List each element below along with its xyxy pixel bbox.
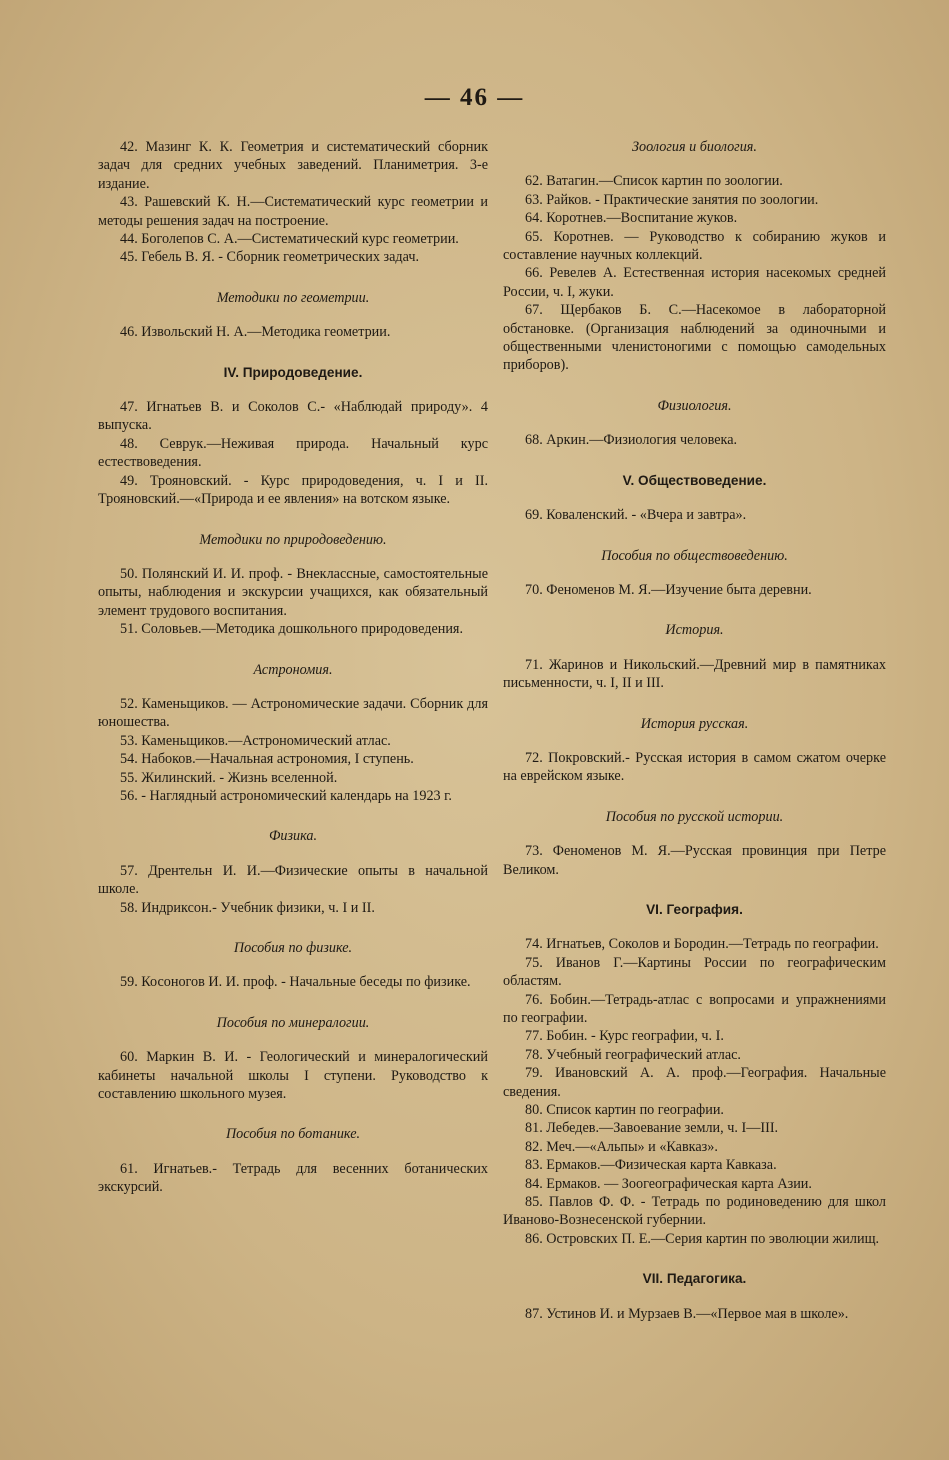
bibliography-entry: 75. Иванов Г.—Картины России по географическим областям.: [503, 954, 886, 990]
bibliography-entry: 66. Ревелев А. Естественная история насекомых средней России, ч. I, жуки.: [503, 265, 886, 300]
bibliography-entry: 85. Павлов Ф. Ф. - Тетрадь по родиноведению для школ Иваново-Вознесенской губернии.: [503, 1194, 886, 1229]
subsection-heading: Пособия по минералогии.: [216, 1014, 370, 1031]
bibliography-entry: 63. Райков. - Практические занятия по зоологии.: [525, 191, 819, 208]
bibliography-entry: 74. Игнатьев, Соколов и Бородин.—Тетрадь по географии.: [525, 936, 879, 953]
subsection-heading: Пособия по ботанике.: [225, 1126, 361, 1143]
bibliography-entry: 82. Меч.—«Альпы» и «Кавказ».: [525, 1138, 718, 1155]
subsection-heading: Пособия по русской истории.: [605, 808, 784, 825]
bibliography-entry: 69. Коваленский. - «Вчера и завтра».: [525, 507, 747, 524]
bibliography-entry: 48. Севрук.—Неживая природа. Начальный курс естествоведения.: [98, 435, 488, 471]
page-number: — 46 —: [424, 84, 525, 111]
bibliography-entry: 70. Феноменов М. Я.—Изучение быта деревни.: [525, 581, 812, 598]
section-heading: V. Обществоведение.: [622, 472, 767, 488]
subsection-heading: Зоология и биология.: [632, 139, 757, 155]
bibliography-entry: 67. Щербаков Б. С.—Насекомое в лабораторной обстановке. (Организация наблюдений за одиночными и общественными членистоногими с помощью самодельных приборов).: [503, 302, 886, 374]
bibliography-entry: 47. Игнатьев В. и Соколов С.- «Наблюдай природу». 4 выпуска.: [98, 399, 488, 434]
bibliography-entry: 49. Трояновский. - Курс природоведения, ч. I и II. Трояновский.—«Природа и ее явления» на вотском языке.: [98, 472, 488, 508]
bibliography-entry: 42. Мазинг К. К. Геометрия и систематический сборник задач для средних учебных заведений. Планиметрия. 3-е издание.: [98, 139, 488, 192]
bibliography-entry: 78. Учебный географический атлас.: [525, 1046, 741, 1063]
bibliography-entry: 50. Полянский И. И. проф. - Внеклассные, самостоятельные опыты, наблюдения и экскурсии учащихся, как обязательный элемент трудового воспитания.: [98, 565, 488, 619]
bibliography-entry: 86. Островских П. Е.—Серия картин по эволюции жилищ.: [525, 1230, 880, 1247]
bibliography-entry: 79. Ивановский А. А. проф.—География. Начальные сведения.: [503, 1065, 886, 1100]
left-column: [98, 138, 488, 1197]
bibliography-entry: 61. Игнатьев.- Тетрадь для весенних ботанических экскурсий.: [98, 1160, 488, 1196]
subsection-heading: Пособия по физике.: [233, 940, 353, 956]
subsection-heading: Астрономия.: [253, 661, 333, 678]
bibliography-entry: 59. Косоногов И. И. проф. - Начальные беседы по физике.: [120, 974, 471, 991]
bibliography-entry: 52. Каменьщиков. — Астрономические задачи. Сборник для юношества.: [98, 695, 488, 731]
bibliography-entry: 55. Жилинский. - Жизнь вселенной.: [120, 769, 338, 786]
bibliography-entry: 56. - Наглядный астрономический календарь на 1923 г.: [120, 787, 452, 804]
section-heading: VI. География.: [646, 901, 743, 917]
bibliography-entry: 77. Бобин. - Курс географии, ч. I.: [525, 1028, 724, 1045]
bibliography-entry: 58. Индриксон.- Учебник физики, ч. I и II.: [120, 899, 375, 916]
bibliography-entry: 51. Соловьев.—Методика дошкольного природоведения.: [120, 621, 464, 638]
bibliography-entry: 64. Коротнев.—Воспитание жуков.: [525, 210, 738, 227]
bibliography-entry: 72. Покровский.- Русская история в самом сжатом очерке на еврейском языке.: [503, 749, 886, 785]
subsection-heading: Методики по геометрии.: [216, 289, 370, 306]
subsection-heading: Физиология.: [657, 397, 732, 414]
bibliography-entry: 80. Список картин по географии.: [525, 1102, 724, 1119]
bibliography-entry: 62. Ватагин.—Список картин по зоологии.: [525, 173, 783, 190]
bibliography-entry: 53. Каменьщиков.—Астрономический атлас.: [120, 732, 391, 749]
bibliography-entry: 44. Боголепов С. А.—Систематический курс геометрии.: [120, 231, 459, 248]
subsection-heading: Методики по природоведению.: [199, 531, 387, 548]
subsection-heading: История русская.: [640, 715, 749, 732]
bibliography-entry: 71. Жаринов и Никольский.—Древний мир в памятниках письменности, ч. I, II и III.: [503, 656, 886, 692]
bibliography-entry: 65. Коротнев. — Руководство к собиранию жуков и составление научных коллекций.: [503, 228, 886, 264]
bibliography-entry: 73. Феноменов М. Я.—Русская провинция при Петре Великом.: [503, 843, 886, 878]
bibliography-entry: 68. Аркин.—Физиология человека.: [525, 432, 738, 449]
section-heading: IV. Природоведение.: [223, 364, 363, 380]
bibliography-entry: 83. Ермаков.—Физическая карта Кавказа.: [525, 1157, 777, 1174]
right-column: [503, 138, 886, 1323]
section-heading: VII. Педагогика.: [642, 1271, 747, 1287]
bibliography-entry: 54. Набоков.—Начальная астрономия, I ступень.: [120, 751, 414, 768]
subsection-heading: История.: [665, 622, 724, 639]
bibliography-entry: 87. Устинов И. и Мурзаев В.—«Первое мая в школе».: [525, 1305, 849, 1322]
bibliography-entry: 60. Маркин В. И. - Геологический и минералогический кабинеты начальной школы I ступени. Руководство к составлению школьного музея.: [98, 1049, 488, 1103]
bibliography-entry: 46. Извольский Н. А.—Методика геометрии.: [120, 324, 391, 341]
subsection-heading: Физика.: [268, 828, 318, 845]
bibliography-entry: 76. Бобин.—Тетрадь-атлас с вопросами и упражнениями по географии.: [503, 991, 886, 1026]
subsection-heading: Пособия по обществоведению.: [601, 547, 788, 564]
bibliography-entry: 57. Дрентельн И. И.—Физические опыты в начальной школе.: [98, 862, 488, 898]
bibliography-entry: 84. Ермаков. — Зоогеографическая карта Азии.: [525, 1175, 812, 1192]
bibliography-entry: 45. Гебель В. Я. - Сборник геометрических задач.: [120, 249, 420, 266]
bibliography-entry: 43. Рашевский К. Н.—Систематический курс геометрии и методы решения задач на построение.: [98, 194, 488, 229]
bibliography-entry: 81. Лебедев.—Завоевание земли, ч. I—III.: [525, 1120, 779, 1137]
